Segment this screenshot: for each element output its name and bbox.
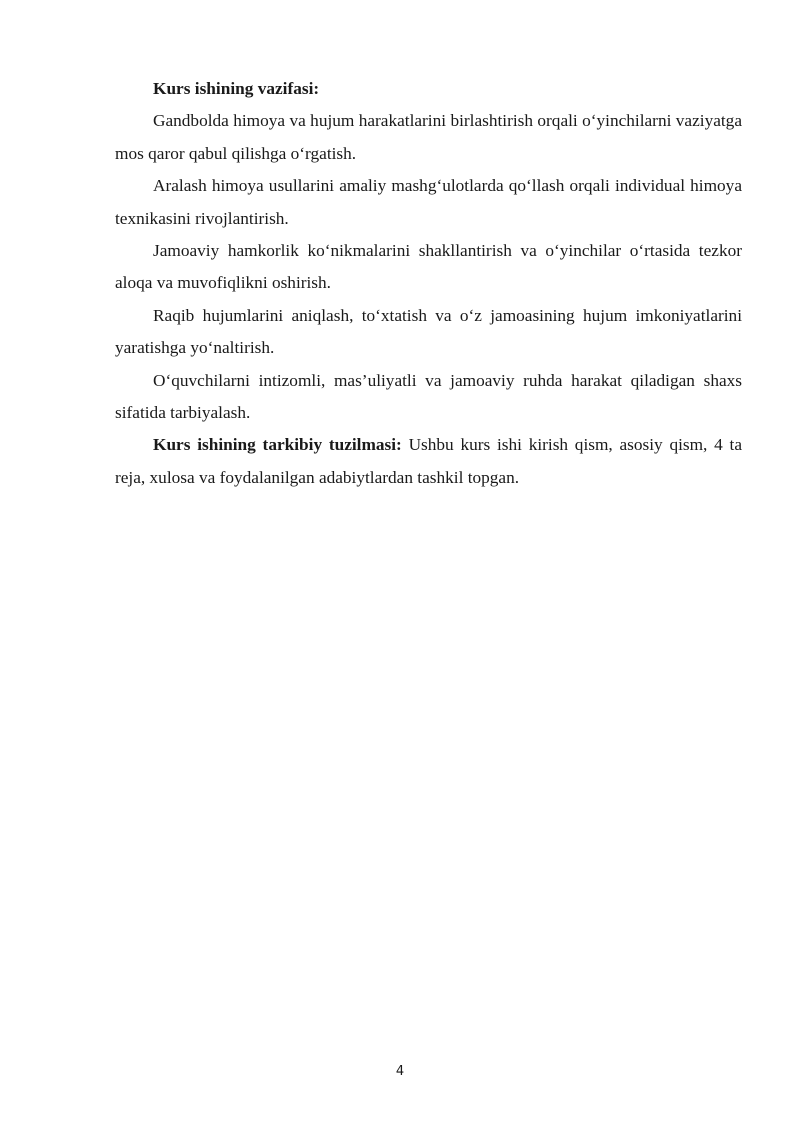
structure-paragraph (115, 429, 742, 494)
structure-text: Ushbu kurs ishi kirish qism, asosiy qism, 4 ta reja, xulosa va foydalanilgan adabiytlardan tashkil topgan. (115, 435, 743, 487)
task-paragraph-3: Jamoaviy hamkorlik ko‘nikmalarini shakllantirish va o‘yinchilar o‘rtasida tezkor aloqa va muvofiqlikni oshirish. (115, 241, 742, 293)
task-paragraph-4: Raqib hujumlarini aniqlash, to‘xtatish va o‘z jamoasining hujum imkoniyatlarini yaratishga yo‘naltirish. (115, 305, 742, 358)
page-number: 4 (395, 1064, 405, 1079)
text-block (115, 73, 742, 494)
task-paragraph-1: Gandbolda himoya va hujum harakatlarini birlashtirish orqali o‘yinchilarni vaziyatga mos qaror qabul qilishga o‘rgatish. (115, 111, 742, 163)
task-paragraph-5: O‘quvchilarni intizomli, mas’uliyatli va jamoaviy ruhda harakat qiladigan shaxs sifatida tarbiyalash. (115, 370, 742, 423)
structure-label: Kurs ishining tarkibiy tuzilmasi: (153, 435, 402, 455)
task-paragraph-2: Aralash himoya usullarini amaliy mashg‘ulotlarda qo‘llash orqali individual himoya texnikasini rivojlantirish. (115, 176, 742, 228)
heading-course-tasks: Kurs ishining vazifasi: (153, 79, 320, 98)
